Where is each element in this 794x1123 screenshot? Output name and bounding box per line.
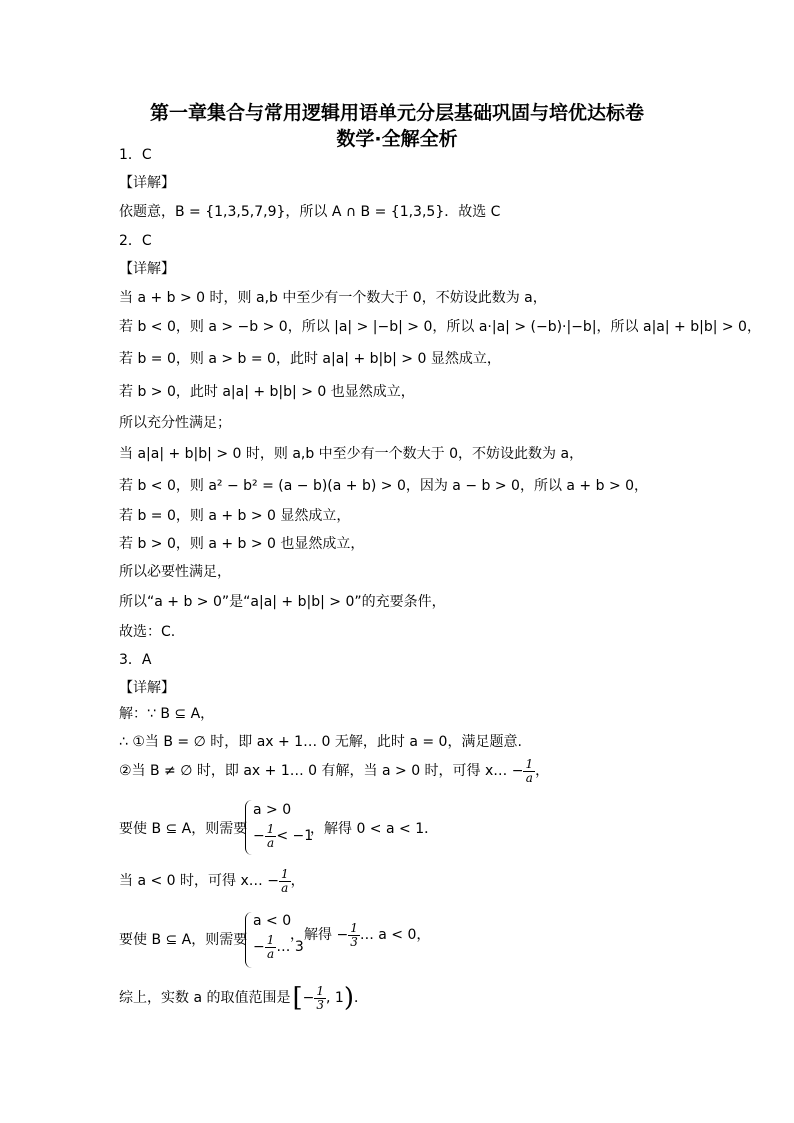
q3-line6-mid: ，解得 − <box>290 927 349 944</box>
frac-denominator: a <box>266 946 275 961</box>
q3-line4-system-row2 <box>253 823 313 849</box>
frac-numerator: 1 <box>350 921 358 935</box>
q3-line2: ∴ ①当 B = ∅ 时，即 ax + 1… 0 无解，此时 a = 0，满足题意. <box>119 734 522 750</box>
q3-line6-result-fraction <box>348 922 360 948</box>
q3-line4-fraction <box>265 823 277 849</box>
q3-line6-result <box>290 922 430 948</box>
frac-numerator: 1 <box>266 933 275 947</box>
q3-line3-text: ②当 B ≠ ∅ 时，即 ax + 1… 0 有解，当 a > 0 时，可得 x… − <box>119 763 524 780</box>
neg-sign: − <box>253 828 265 845</box>
frac-denominator: a <box>281 880 289 895</box>
q3-line6-ineq: … 3 <box>276 939 304 956</box>
q3-line4-system-row1: a > 0 <box>253 802 292 818</box>
q2-line: 若 b = 0，则 a > b = 0，此时 a|a| + b|b| > 0 显然成立， <box>119 351 501 367</box>
q3-line3-end: ， <box>535 763 550 780</box>
system-brace <box>245 912 252 968</box>
q3-line1: 解：∵ B ⊆ A， <box>119 706 215 722</box>
q1-tag: 【详解】 <box>119 175 175 191</box>
neg-sign: − <box>253 939 265 956</box>
q2-line: 若 b > 0，则 a + b > 0 也显然成立， <box>119 536 365 552</box>
frac-denominator: a <box>525 770 533 785</box>
q3-line4-ineq: < −1 <box>276 828 314 845</box>
q3-line5 <box>119 868 305 894</box>
q3-line7-fraction <box>314 985 326 1011</box>
frac-denominator: 3 <box>316 997 325 1012</box>
frac-numerator: 1 <box>525 757 534 771</box>
q3-line6-end: … a < 0， <box>359 927 431 944</box>
q2-line: 所以充分性满足； <box>119 415 231 431</box>
q3-line7 <box>119 983 368 1014</box>
q2-line: 若 b > 0，此时 a|a| + b|b| > 0 也显然成立， <box>119 384 415 400</box>
doc-title-line1: 第一章集合与常用逻辑用语单元分层基础巩固与培优达标卷 <box>149 102 644 124</box>
q3-line4-text: 要使 B ⊆ A，则需要 <box>119 821 248 837</box>
frac-denominator: 3 <box>350 934 358 949</box>
q3-line4-result: ，解得 0 < a < 1． <box>310 821 439 837</box>
q3-line5-fraction <box>279 868 291 894</box>
q3-tag: 【详解】 <box>119 680 175 696</box>
frac-denominator: a <box>266 835 275 850</box>
system-brace <box>245 800 252 855</box>
q2-line: 故选：C. <box>119 624 176 640</box>
q2-line: 若 b < 0，则 a > −b > 0，所以 |a| > |−b| > 0，所以 a·|a| > (−b)·|−b|，所以 a|a| + b|b| > 0， <box>119 319 761 335</box>
q2-line: 所以“a + b > 0”是“a|a| + b|b| > 0”的充要条件， <box>119 594 446 610</box>
interval-close-paren: ) <box>343 983 354 1014</box>
q2-number: 2．C <box>119 233 152 249</box>
q3-line3-fraction <box>523 758 535 784</box>
q3-line3 <box>119 758 549 784</box>
q1-line1: 依题意，B = {1,3,5,7,9}，所以 A ∩ B = {1,3,5}．故选 C <box>119 204 501 220</box>
q2-line: 当 a|a| + b|b| > 0 时，则 a,b 中至少有一个数大于 0，不妨设此数为 a， <box>119 446 584 462</box>
frac-numerator: 1 <box>316 984 325 998</box>
q3-line7-end: ． <box>353 990 368 1007</box>
interval-upper: , 1 <box>326 990 344 1007</box>
neg-sign: − <box>302 990 315 1007</box>
q3-line7-text: 综上，实数 a 的取值范围是 <box>119 990 291 1007</box>
q2-line: 若 b < 0，则 a² − b² = (a − b)(a + b) > 0，因为 a − b > 0，所以 a + b > 0， <box>119 478 649 494</box>
frac-numerator: 1 <box>280 867 289 881</box>
q2-line: 当 a + b > 0 时，则 a,b 中至少有一个数大于 0，不妨设此数为 a， <box>119 290 547 306</box>
interval-open-bracket: [ <box>292 983 303 1014</box>
q3-line5-text: 当 a < 0 时，可得 x… − <box>119 873 279 890</box>
q3-line6-text: 要使 B ⊆ A，则需要 <box>119 932 248 948</box>
q3-line6-system-row1: a < 0 <box>253 913 292 929</box>
q3-line5-end: ， <box>290 873 305 890</box>
q3-line6-fraction <box>265 934 277 960</box>
q3-number: 3．A <box>119 652 152 668</box>
q2-line: 若 b = 0，则 a + b > 0 显然成立， <box>119 508 351 524</box>
doc-title-line2: 数学·全解全析 <box>336 128 458 150</box>
q2-line: 所以必要性满足， <box>119 564 231 580</box>
q2-tag: 【详解】 <box>119 261 175 277</box>
frac-numerator: 1 <box>266 822 275 836</box>
q1-number: 1．C <box>119 147 152 163</box>
